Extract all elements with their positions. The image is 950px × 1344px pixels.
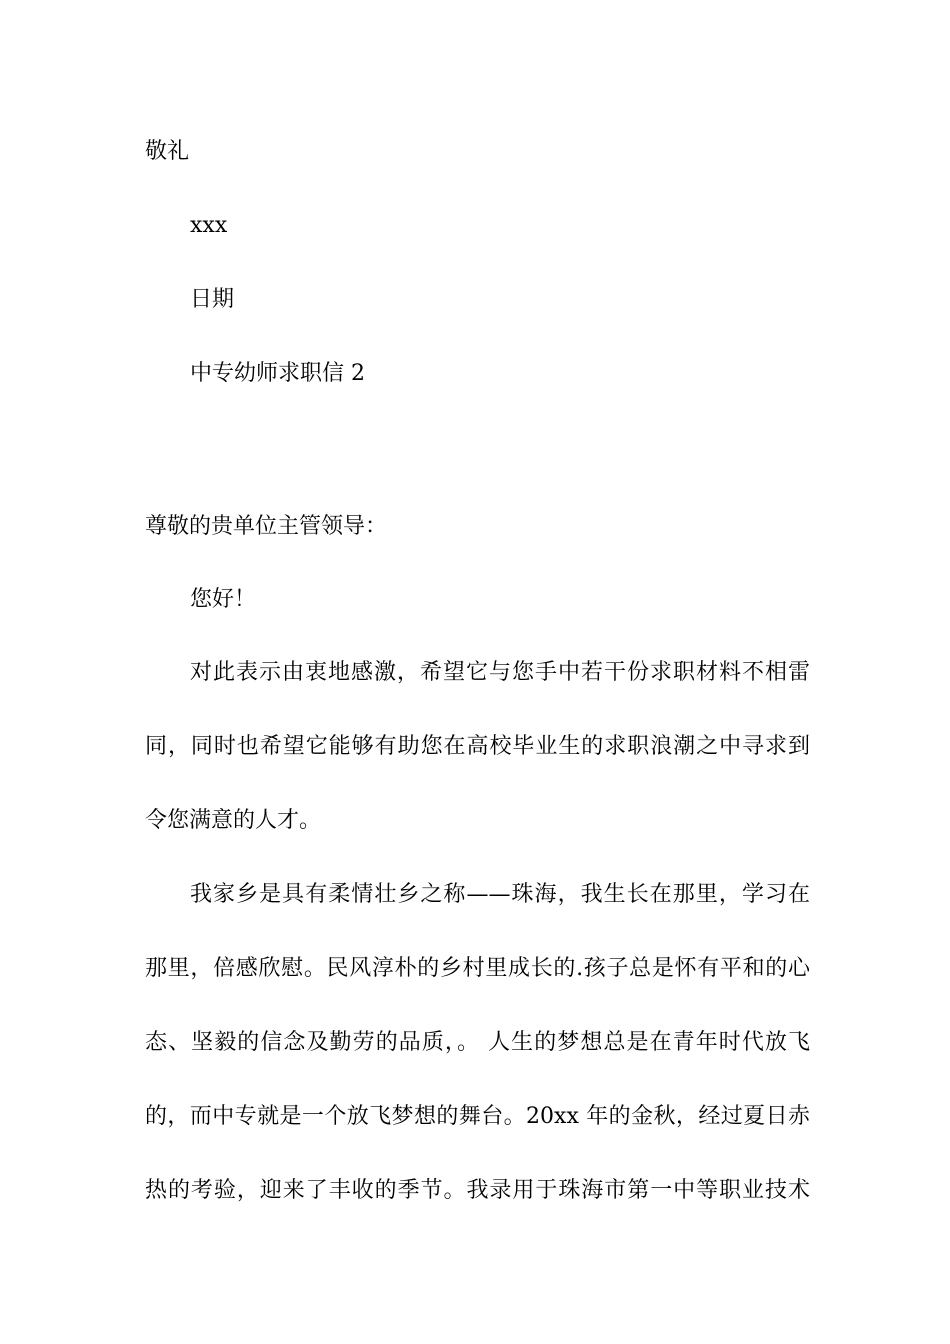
paragraph-line: 态、坚毅的信念及勤劳的品质，。 人生的梦想总是在青年时代放飞 xyxy=(145,1030,810,1055)
paragraph-line: 令您满意的人才。 xyxy=(145,808,322,833)
closing-line: 敬礼 xyxy=(145,139,190,164)
date-line: 日期 xyxy=(190,287,235,312)
salutation-line: 尊敬的贵单位主管领导： xyxy=(145,514,388,539)
greeting-line: 您好！ xyxy=(190,587,257,612)
signature-line: xxx xyxy=(190,213,228,238)
paragraph-line: 我家乡是具有柔情壮乡之称——珠海，我生长在那里，学习在 xyxy=(190,882,810,907)
paragraph-line: 对此表示由衷地感激，希望它与您手中若干份求职材料不相雷 xyxy=(190,660,810,685)
paragraph-line: 同，同时也希望它能够有助您在高校毕业生的求职浪潮之中寻求到 xyxy=(145,734,810,759)
paragraph-line: 热的考验，迎来了丰收的季节。我录用于珠海市第一中等职业技术 xyxy=(145,1178,810,1203)
paragraph-line: 的，而中专就是一个放飞梦想的舞台。20xx 年的金秋，经过夏日赤 xyxy=(145,1104,810,1129)
letter-heading: 中专幼师求职信 2 xyxy=(190,361,365,386)
paragraph-line: 那里，倍感欣慰。民风淳朴的乡村里成长的.孩子总是怀有平和的心 xyxy=(145,956,810,981)
